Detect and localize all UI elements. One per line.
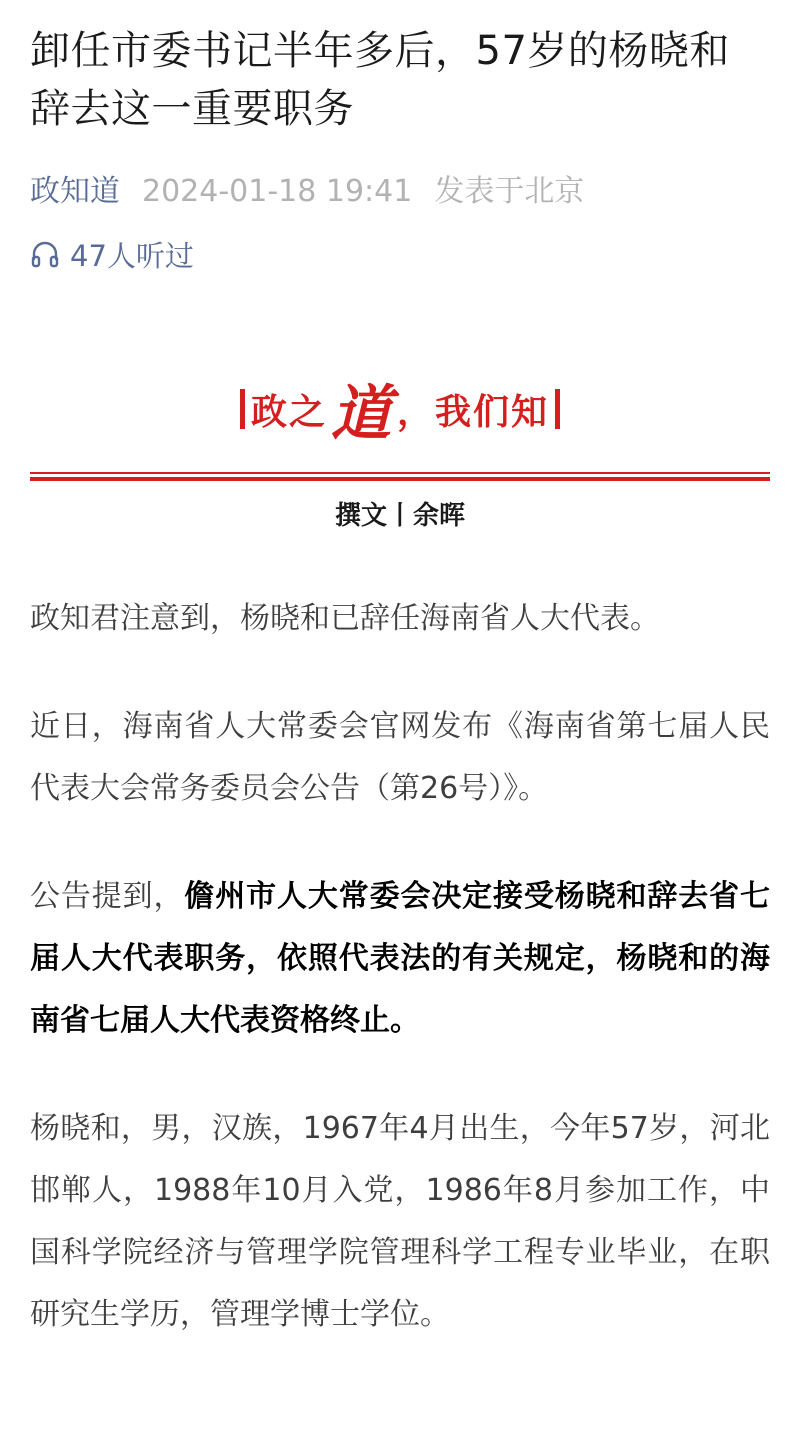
red-divider	[30, 472, 770, 482]
paragraph-3-lead: 公告提到，	[30, 879, 185, 914]
author-link[interactable]: 政知道	[30, 174, 120, 209]
paragraph-3-bold: 儋州市人大常委会决定接受杨晓和辞去省七届人大代表职务，依照代表法的有关规定，杨晓和的海南省七届人大代表资格终止。	[30, 879, 771, 1038]
paragraph-2: 近日，海南省人大常委会官网发布《海南省第七届人民代表大会常务委员会公告（第26号）》。	[30, 709, 770, 806]
divider-thin-line	[30, 472, 770, 474]
banner-text-right: ，我们知	[397, 390, 550, 433]
banner-right-bar	[555, 389, 560, 429]
divider-thick-line	[30, 477, 770, 481]
banner-left-bar	[240, 389, 245, 429]
byline: 撰文丨余晖	[334, 501, 465, 531]
banner-slogan	[234, 366, 566, 452]
headphone-icon	[30, 239, 60, 269]
listen-count: 47人听过	[70, 238, 194, 273]
publish-date: 2024-01-18 19:41	[142, 174, 413, 209]
listen-button[interactable]	[30, 234, 770, 274]
column-banner	[30, 364, 770, 454]
banner-text-big: 道	[331, 379, 393, 449]
banner-text-left: 政之	[250, 390, 327, 433]
paragraph-3	[30, 866, 770, 1052]
paragraph-4: 杨晓和，男，汉族，1967年4月出生，今年57岁，河北邯郸人，1988年10月入党，1986年8月参加工作，中国科学院经济与管理学院管理科学工程专业毕业，在职研究生学历，管理学博士学位。	[30, 1111, 770, 1332]
article-title: 卸任市委书记半年多后，57岁的杨晓和辞去这一重要职务	[30, 28, 730, 132]
article-meta	[30, 172, 770, 212]
paragraph-1: 政知君注意到，杨晓和已辞任海南省人大代表。	[30, 601, 660, 636]
publish-location: 发表于北京	[434, 174, 585, 209]
